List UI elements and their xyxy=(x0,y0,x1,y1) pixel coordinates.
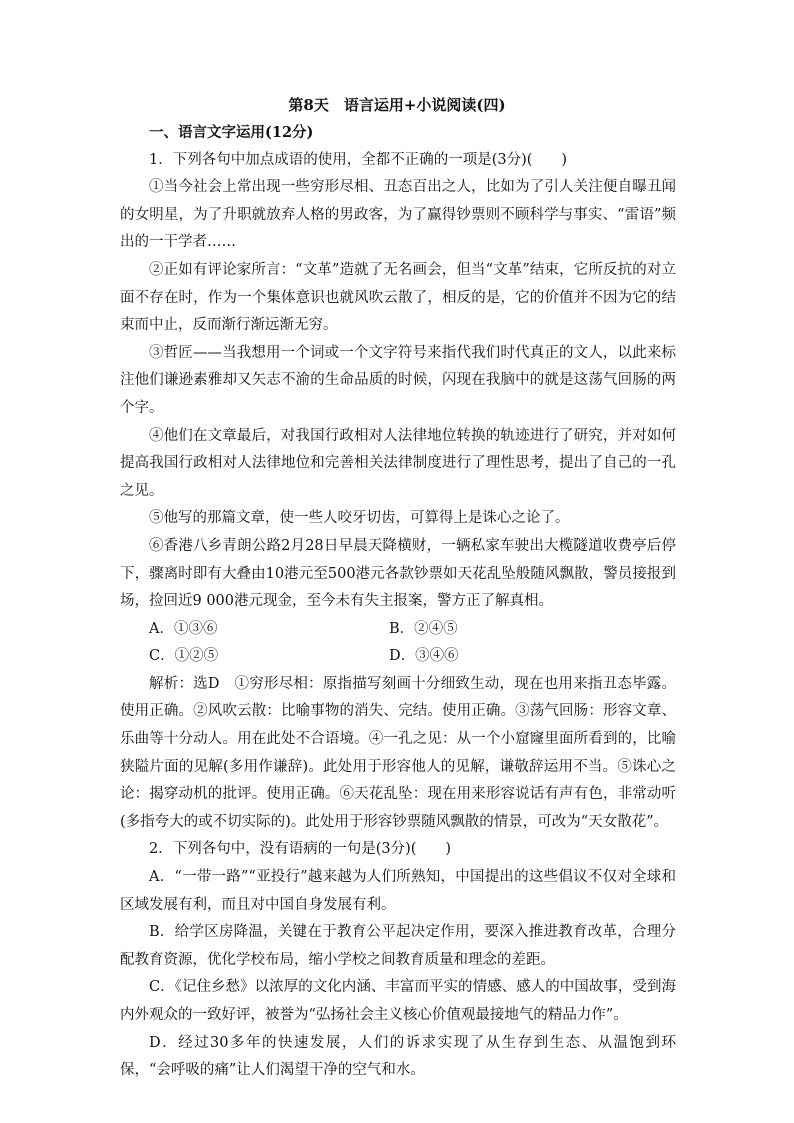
option-d: D．③④⑥ xyxy=(389,648,459,665)
question-2 xyxy=(120,836,676,1084)
question-1-sentence-6: ⑥香港八乡青朗公路2月28日早晨天降横财，一辆私家车驶出大榄隧道收费亭后停下，骤离时即有大叠由10港元至500港元各款钞票如天花乱坠般随风飘散，警员接报到场，捡回近9 000港元现金，至今未有失主报案，警方正了解真相。 xyxy=(120,537,676,610)
option-b: B．②④⑤ xyxy=(389,620,458,637)
question-1-stem: 1．下列各句中加点成语的使用，全都不正确的一项是(3分)( ) xyxy=(149,151,568,168)
question-1-analysis: 解析：选D ①穷形尽相：原指描写刻画十分细致生动，现在也用来指丑态毕露。使用正确。②风吹云散：比喻事物的消失、完结。使用正确。③荡气回肠：形容文章、乐曲等十分动人。用在此处不合语境。④一孔之见：从一个小窟窿里面所看到的，比喻狭隘片面的见解(多用作谦辞)。此处用于形容他人的见解，谦敬辞运用不当。⑤诛心之论：揭穿动机的批评。使用正确。⑥天花乱坠：现在用来形容说话有声有色，非常动听(多指夸大的或不切实际的)。此处用于形容钞票随风飘散的情景，可改为“天女散花”。 xyxy=(120,675,676,830)
question-1-options-row-2 xyxy=(120,643,676,671)
main-content xyxy=(120,119,676,1085)
question-2-option-b: B．给学区房降温，关键在于教育公平起决定作用，要深入推进教育改革，合理分配教育资源，优化学校布局，缩小学校之间教育质量和理念的差距。 xyxy=(120,924,676,968)
question-2-option-d: D．经过30多年的快速发展，人们的诉求实现了从生存到生态、从温饱到环保，“会呼吸的痛”让人们渴望干净的空气和水。 xyxy=(120,1034,676,1079)
question-1-sentence-1: ①当今社会上常出现一些穷形尽相、丑态百出之人，比如为了引人关注便自曝丑闻的女明星，为了升职就放弃人格的男政客，为了赢得钞票则不顾科学与事实、“雷语”频出的一干学者…… xyxy=(120,179,676,251)
option-a: A．①③⑥ xyxy=(149,620,218,637)
question-1-sentence-5: ⑤他写的那篇文章，使一些人咬牙切齿，可算得上是诛心之论了。 xyxy=(149,510,570,527)
question-2-stem: 2．下列各句中，没有语病的一句是(3分)( ) xyxy=(149,841,452,858)
option-c: C．①②⑤ xyxy=(149,648,219,665)
page-title: 第8天 语言运用+小说阅读(四) xyxy=(288,96,506,114)
question-1-sentence-4: ④他们在文章最后，对我国行政相对人法律地位转换的轨迹进行了研究，并对如何提高我国行政相对人法律地位和完善相关法律制度进行了理性思考，提出了自己的一孔之见。 xyxy=(120,427,676,499)
question-1-sentence-2: ②正如有评论家所言：“文革”造就了无名画会，但当“文革”结束，它所反抗的对立面不存在时，作为一个集体意识也就风吹云散了，相反的是，它的价值并不因为它的结束而中止，反而渐行渐远渐无穷。 xyxy=(120,261,676,334)
question-1 xyxy=(120,147,676,837)
question-2-option-c: C．《记住乡愁》以浓厚的文化内涵、丰富而平实的情感、感人的中国故事，受到海内外观众的一致好评，被誉为“弘扬社会主义核心价值观最接地气的精品力作”。 xyxy=(120,979,676,1023)
question-1-sentence-3: ③哲匠——当我想用一个词或一个文字符号来指代我们时代真正的文人，以此来标注他们谦逊素雅却又矢志不渝的生命品质的时候，闪现在我脑中的就是这荡气回肠的两个字。 xyxy=(120,344,676,416)
section-heading: 一、语言文字运用(12分) xyxy=(149,124,314,141)
question-1-options-row-1 xyxy=(120,616,676,644)
question-2-option-a: A．“一带一路”“亚投行”越来越为人们所熟知，中国提出的这些倡议不仅对全球和区域发展有利，而且对中国自身发展有利。 xyxy=(120,869,676,913)
